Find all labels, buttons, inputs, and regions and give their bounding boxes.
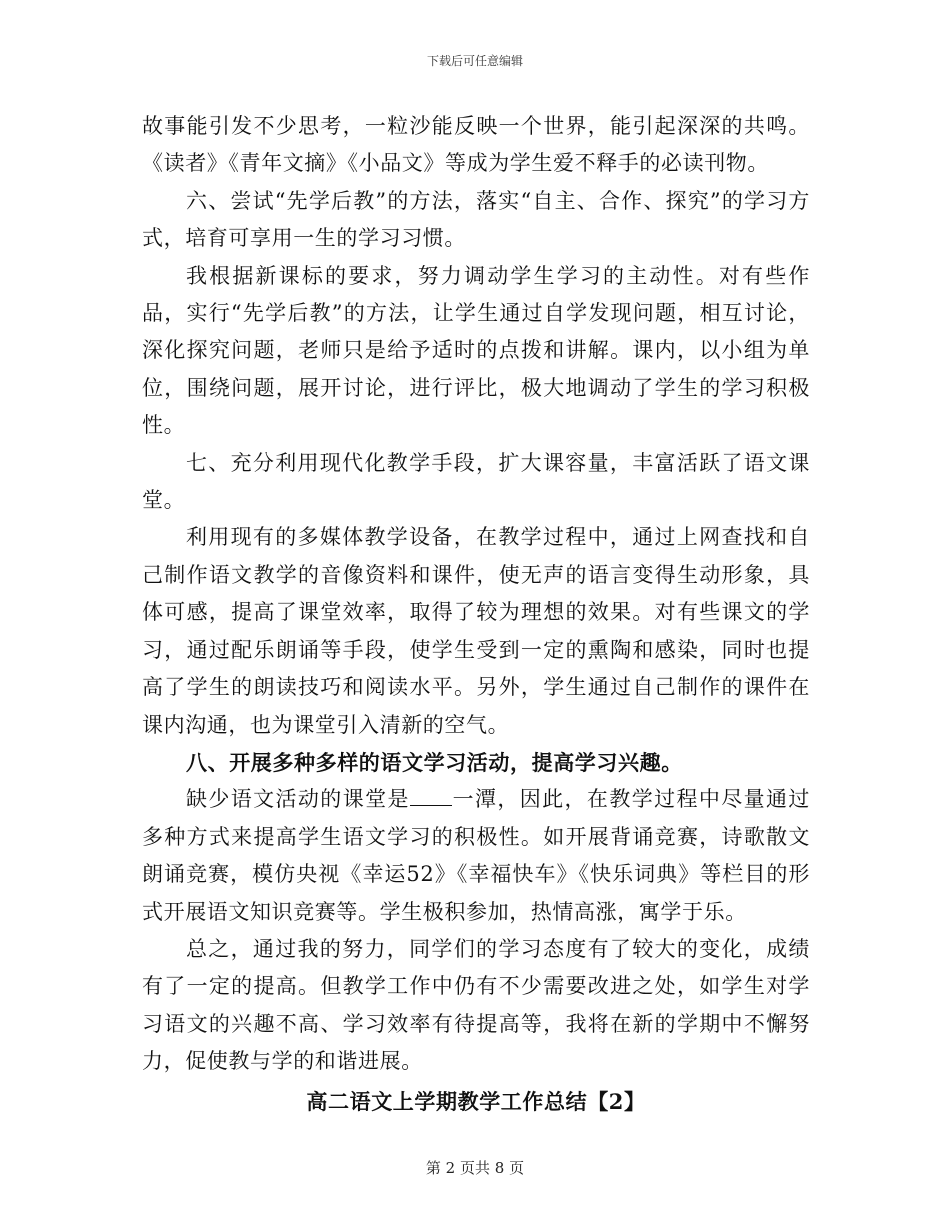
section-title: 高二语文上学期教学工作总结【2】 (306, 1088, 646, 1114)
paragraph-multimedia: 利用现有的多媒体教学设备，在教学过程中，通过上网查找和自己制作语文教学的音像资料和课件，使无声的语言变得生动形象，具体可感，提高了课堂效率，取得了较为理想的效果。对有些课文的学习，通过配乐朗诵等手段，使学生受到一定的熏陶和感染，同时也提高了学生的朗读技巧和阅读水平。另外，学生通过自己制作的课件在课内沟通，也为课堂引入清新的空气。 (142, 525, 810, 737)
activities-text-start: 缺少语文活动的课堂是 (186, 787, 410, 812)
heading-section-7: 七、充分利用现代化教学手段，扩大课容量，丰富活跃了语文课堂。 (142, 450, 810, 513)
paragraph-activities (142, 781, 810, 931)
page-header: 下载后可任意编辑 (426, 54, 523, 68)
heading-section-6: 六、尝试“先学后教”的方法，落实“自主、合作、探究”的学习方式，培育可享用一生的学习习惯。 (142, 188, 810, 251)
document-body (142, 108, 810, 1120)
paragraph-conclusion: 总之，通过我的努力，同学们的学习态度有了较大的变化，成绩有了一定的提高。但教学工作中仍有不少需要改进之处，如学生对学习语文的兴趣不高、学习效率有待提高等，我将在新的学期中不懈努力，促使教与学的和谐进展。 (142, 936, 810, 1074)
paragraph-continuation: 故事能引发不少思考，一粒沙能反映一个世界，能引起深深的共鸣。《读者》《青年文摘》《小品文》等成为学生爱不释手的必读刊物。 (142, 114, 810, 176)
heading-section-8: 八、开展多种多样的语文学习活动，提高学习兴趣。 (186, 749, 683, 775)
paragraph-self-study: 我根据新课标的要求，努力调动学生学习的主动性。对有些作品，实行“先学后教”的方法，让学生通过自学发现问题，相互讨论，深化探究问题，老师只是给予适时的点拨和讲解。课内，以小组为单位，围绕问题，展开讨论，进行评比，极大地调动了学生的学习积极性。 (142, 263, 810, 438)
fill-in-blank (410, 785, 452, 806)
page-number: 第 2 页共 8 页 (425, 1159, 525, 1177)
activities-text-end: 一潭，因此，在教学过程中尽量通过多种方式来提高学生语文学习的积极性。如开展背诵竞赛，诗歌散文朗诵竞赛，模仿央视《幸运52》《幸福快车》《快乐词典》等栏目的形式开展语文知识竞赛等。学生极积参加，热情高涨，寓学于乐。 (142, 787, 810, 924)
